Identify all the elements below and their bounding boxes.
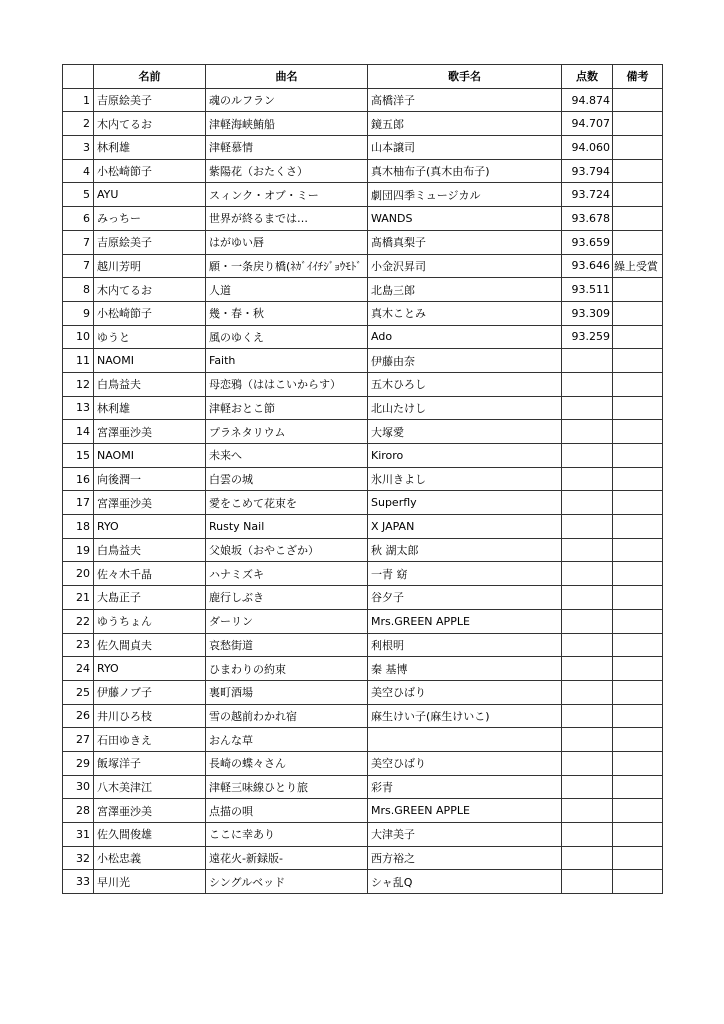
header-name: 名前 [94, 65, 206, 89]
note-cell [613, 372, 663, 396]
name-cell: AYU [94, 183, 206, 207]
score-cell [562, 538, 613, 562]
score-cell [562, 349, 613, 373]
header-note: 備考 [613, 65, 663, 89]
table-row [63, 586, 663, 610]
singer-cell [368, 728, 562, 752]
score-cell: 93.794 [562, 159, 613, 183]
note-cell [613, 420, 663, 444]
score-cell: 93.259 [562, 325, 613, 349]
rank-cell: 27 [63, 728, 94, 752]
note-cell [613, 823, 663, 847]
rank-cell: 30 [63, 775, 94, 799]
score-cell [562, 751, 613, 775]
singer-cell: 利根明 [368, 633, 562, 657]
note-cell [613, 444, 663, 468]
singer-cell: 秋 湖太郎 [368, 538, 562, 562]
song-cell: 長崎の蝶々さん [206, 751, 368, 775]
singer-cell: 一青 窈 [368, 562, 562, 586]
name-cell: 宮澤亜沙美 [94, 491, 206, 515]
table-row [63, 183, 663, 207]
score-cell [562, 562, 613, 586]
score-cell [562, 633, 613, 657]
table-row [63, 846, 663, 870]
song-cell: 紫陽花（おたくさ） [206, 159, 368, 183]
note-cell [613, 278, 663, 302]
name-cell: 宮澤亜沙美 [94, 799, 206, 823]
singer-cell: 真木ことみ [368, 301, 562, 325]
score-cell [562, 396, 613, 420]
name-cell: 佐々木千晶 [94, 562, 206, 586]
table-row [63, 396, 663, 420]
name-cell: 小松崎節子 [94, 159, 206, 183]
note-cell [613, 562, 663, 586]
name-cell: 伊藤ノブ子 [94, 680, 206, 704]
rank-cell: 32 [63, 846, 94, 870]
table-row [63, 657, 663, 681]
note-cell [613, 775, 663, 799]
note-cell [613, 467, 663, 491]
name-cell: 佐久間俊雄 [94, 823, 206, 847]
name-cell: 井川ひろ枝 [94, 704, 206, 728]
score-cell [562, 491, 613, 515]
song-cell: 父娘坂（おやこざか） [206, 538, 368, 562]
header-rank [63, 65, 94, 89]
table-row [63, 325, 663, 349]
song-cell: おんな草 [206, 728, 368, 752]
table-row [63, 254, 663, 278]
note-cell [613, 349, 663, 373]
rank-cell: 10 [63, 325, 94, 349]
table-row [63, 704, 663, 728]
rank-cell: 9 [63, 301, 94, 325]
note-cell [613, 136, 663, 160]
note-cell [613, 112, 663, 136]
song-cell: 裏町酒場 [206, 680, 368, 704]
song-cell: ここに幸あり [206, 823, 368, 847]
song-cell: はがゆい唇 [206, 230, 368, 254]
song-cell: 世界が終るまでは… [206, 207, 368, 231]
song-cell: 雪の越前わかれ宿 [206, 704, 368, 728]
name-cell: 佐久間貞夫 [94, 633, 206, 657]
score-cell: 93.724 [562, 183, 613, 207]
song-cell: 点描の唄 [206, 799, 368, 823]
rank-cell: 24 [63, 657, 94, 681]
singer-cell: 美空ひばり [368, 680, 562, 704]
note-cell [613, 301, 663, 325]
score-cell: 93.659 [562, 230, 613, 254]
note-cell [613, 870, 663, 894]
song-cell: Faith [206, 349, 368, 373]
name-cell: 宮澤亜沙美 [94, 420, 206, 444]
singer-cell: Mrs.GREEN APPLE [368, 609, 562, 633]
name-cell: NAOMI [94, 444, 206, 468]
score-cell [562, 444, 613, 468]
rank-cell: 6 [63, 207, 94, 231]
rank-cell: 15 [63, 444, 94, 468]
song-cell: 願・一条戻り橋(ﾈｶﾞｲｲﾁｼﾞｮｳﾓﾄﾞ [206, 254, 368, 278]
table-row [63, 112, 663, 136]
rank-cell: 7 [63, 230, 94, 254]
name-cell: 大島正子 [94, 586, 206, 610]
song-cell: Rusty Nail [206, 515, 368, 539]
score-cell: 93.309 [562, 301, 613, 325]
rank-cell: 26 [63, 704, 94, 728]
rank-cell: 14 [63, 420, 94, 444]
table-row [63, 751, 663, 775]
song-cell: 津軽おとこ節 [206, 396, 368, 420]
score-cell [562, 420, 613, 444]
score-cell [562, 680, 613, 704]
table-header-row [63, 65, 663, 89]
score-cell [562, 823, 613, 847]
name-cell: 吉原絵美子 [94, 230, 206, 254]
rank-cell: 7 [63, 254, 94, 278]
rank-cell: 29 [63, 751, 94, 775]
rank-cell: 3 [63, 136, 94, 160]
table-row [63, 609, 663, 633]
song-cell: 母恋鴉（ははこいからす） [206, 372, 368, 396]
score-cell [562, 515, 613, 539]
score-cell: 94.060 [562, 136, 613, 160]
table-row [63, 870, 663, 894]
name-cell: 八木美津江 [94, 775, 206, 799]
singer-cell: 真木柚布子(真木由布子) [368, 159, 562, 183]
singer-cell: 美空ひばり [368, 751, 562, 775]
singer-cell: X JAPAN [368, 515, 562, 539]
singer-cell: Mrs.GREEN APPLE [368, 799, 562, 823]
note-cell [613, 846, 663, 870]
note-cell [613, 728, 663, 752]
singer-cell: 大津美子 [368, 823, 562, 847]
rank-cell: 31 [63, 823, 94, 847]
singer-cell: 秦 基博 [368, 657, 562, 681]
table-row [63, 728, 663, 752]
note-cell [613, 396, 663, 420]
header-singer: 歌手名 [368, 65, 562, 89]
rank-cell: 22 [63, 609, 94, 633]
singer-cell: 北島三郎 [368, 278, 562, 302]
note-cell [613, 704, 663, 728]
singer-cell: 氷川きよし [368, 467, 562, 491]
singer-cell: Superfly [368, 491, 562, 515]
table-row [63, 136, 663, 160]
header-score: 点数 [562, 65, 613, 89]
name-cell: 吉原絵美子 [94, 88, 206, 112]
table-row [63, 230, 663, 254]
table-row [63, 680, 663, 704]
song-cell: 遠花火-新録版- [206, 846, 368, 870]
table-row [63, 515, 663, 539]
singer-cell: シャ乱Q [368, 870, 562, 894]
score-cell [562, 467, 613, 491]
rank-cell: 8 [63, 278, 94, 302]
song-cell: ハナミズキ [206, 562, 368, 586]
name-cell: 林利雄 [94, 396, 206, 420]
score-cell [562, 728, 613, 752]
note-cell [613, 491, 663, 515]
table-row [63, 562, 663, 586]
song-cell: 愛をこめて花束を [206, 491, 368, 515]
table-row [63, 372, 663, 396]
score-cell [562, 775, 613, 799]
table-row [63, 159, 663, 183]
table-row [63, 633, 663, 657]
note-cell [613, 633, 663, 657]
score-cell [562, 586, 613, 610]
rank-cell: 28 [63, 799, 94, 823]
rank-cell: 5 [63, 183, 94, 207]
song-cell: 哀愁街道 [206, 633, 368, 657]
singer-cell: 西方裕之 [368, 846, 562, 870]
table-row [63, 88, 663, 112]
rank-cell: 21 [63, 586, 94, 610]
song-cell: 鹿行しぶき [206, 586, 368, 610]
note-cell [613, 657, 663, 681]
note-cell: 繰上受賞 [613, 254, 663, 278]
table-row [63, 349, 663, 373]
song-cell: ひまわりの約束 [206, 657, 368, 681]
note-cell [613, 207, 663, 231]
song-cell: 未来へ [206, 444, 368, 468]
name-cell: ゆうちょん [94, 609, 206, 633]
table-row [63, 207, 663, 231]
song-cell: 人道 [206, 278, 368, 302]
name-cell: 石田ゆきえ [94, 728, 206, 752]
name-cell: 飯塚洋子 [94, 751, 206, 775]
rank-cell: 20 [63, 562, 94, 586]
song-cell: プラネタリウム [206, 420, 368, 444]
score-cell [562, 372, 613, 396]
name-cell: RYO [94, 515, 206, 539]
singer-cell: 北山たけし [368, 396, 562, 420]
singer-cell: WANDS [368, 207, 562, 231]
rank-cell: 25 [63, 680, 94, 704]
rank-cell: 13 [63, 396, 94, 420]
score-cell: 93.678 [562, 207, 613, 231]
singer-cell: 劇団四季ミュージカル [368, 183, 562, 207]
song-cell: 津軽海峡鮪船 [206, 112, 368, 136]
score-cell [562, 704, 613, 728]
name-cell: 小松忠義 [94, 846, 206, 870]
song-cell: ダーリン [206, 609, 368, 633]
song-cell: 白雲の城 [206, 467, 368, 491]
singer-cell: 麻生けい子(麻生けいこ) [368, 704, 562, 728]
song-cell: 魂のルフラン [206, 88, 368, 112]
name-cell: 木内てるお [94, 278, 206, 302]
header-song: 曲名 [206, 65, 368, 89]
singer-cell: 鏡五郎 [368, 112, 562, 136]
rank-cell: 18 [63, 515, 94, 539]
rank-cell: 33 [63, 870, 94, 894]
rank-cell: 2 [63, 112, 94, 136]
score-cell [562, 609, 613, 633]
note-cell [613, 609, 663, 633]
singer-cell: Ado [368, 325, 562, 349]
note-cell [613, 159, 663, 183]
table-row [63, 420, 663, 444]
rank-cell: 12 [63, 372, 94, 396]
score-cell [562, 799, 613, 823]
name-cell: 小松崎節子 [94, 301, 206, 325]
name-cell: 越川芳明 [94, 254, 206, 278]
rank-cell: 1 [63, 88, 94, 112]
table-row [63, 538, 663, 562]
rank-cell: 4 [63, 159, 94, 183]
rank-cell: 11 [63, 349, 94, 373]
name-cell: NAOMI [94, 349, 206, 373]
name-cell: 白鳥益夫 [94, 538, 206, 562]
rank-cell: 19 [63, 538, 94, 562]
results-table [62, 64, 663, 894]
singer-cell: 髙橋真梨子 [368, 230, 562, 254]
song-cell: 津軽三味線ひとり旅 [206, 775, 368, 799]
table-row [63, 823, 663, 847]
singer-cell: 五木ひろし [368, 372, 562, 396]
rank-cell: 16 [63, 467, 94, 491]
note-cell [613, 183, 663, 207]
score-cell: 94.874 [562, 88, 613, 112]
table-row [63, 467, 663, 491]
singer-cell: 伊藤由奈 [368, 349, 562, 373]
name-cell: 向後潤一 [94, 467, 206, 491]
singer-cell: Kiroro [368, 444, 562, 468]
note-cell [613, 538, 663, 562]
note-cell [613, 88, 663, 112]
singer-cell: 大塚愛 [368, 420, 562, 444]
singer-cell: 谷夕子 [368, 586, 562, 610]
score-cell: 93.646 [562, 254, 613, 278]
note-cell [613, 680, 663, 704]
note-cell [613, 799, 663, 823]
singer-cell: 小金沢昇司 [368, 254, 562, 278]
song-cell: 幾・春・秋 [206, 301, 368, 325]
singer-cell: 山本譲司 [368, 136, 562, 160]
table-row [63, 491, 663, 515]
note-cell [613, 751, 663, 775]
table-row [63, 775, 663, 799]
score-cell [562, 870, 613, 894]
singer-cell: 彩青 [368, 775, 562, 799]
singer-cell: 高橋洋子 [368, 88, 562, 112]
rank-cell: 23 [63, 633, 94, 657]
note-cell [613, 230, 663, 254]
song-cell: 津軽慕情 [206, 136, 368, 160]
name-cell: 白鳥益夫 [94, 372, 206, 396]
table-row [63, 444, 663, 468]
name-cell: RYO [94, 657, 206, 681]
table-row [63, 799, 663, 823]
table-row [63, 278, 663, 302]
name-cell: ゆうと [94, 325, 206, 349]
note-cell [613, 586, 663, 610]
score-cell [562, 846, 613, 870]
score-cell [562, 657, 613, 681]
note-cell [613, 325, 663, 349]
score-cell: 94.707 [562, 112, 613, 136]
name-cell: 早川光 [94, 870, 206, 894]
name-cell: 林利雄 [94, 136, 206, 160]
score-cell: 93.511 [562, 278, 613, 302]
note-cell [613, 515, 663, 539]
name-cell: 木内てるお [94, 112, 206, 136]
table-row [63, 301, 663, 325]
rank-cell: 17 [63, 491, 94, 515]
song-cell: スィンク・オブ・ミー [206, 183, 368, 207]
song-cell: シングルベッド [206, 870, 368, 894]
name-cell: みっちー [94, 207, 206, 231]
song-cell: 風のゆくえ [206, 325, 368, 349]
